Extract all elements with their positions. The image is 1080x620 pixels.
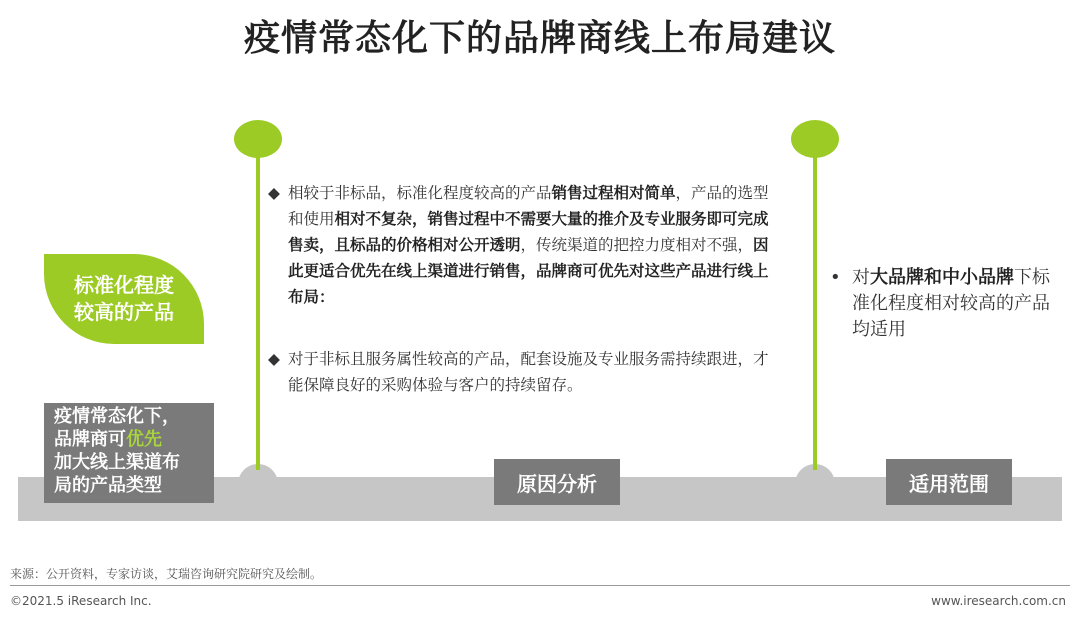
diamond-icon: ◆ — [268, 350, 280, 368]
reason-1-bold-c: 因此更适合优先在线上渠道进行销售，品牌商可优先对这些产品进行线上布局： — [288, 236, 769, 306]
scope-pre: 对 — [852, 267, 870, 288]
leaf-label — [44, 254, 204, 344]
reason-1-text-a: 相较于非标品，标准化程度较高的产品 — [288, 184, 552, 202]
reason-2-text: 对于非标且服务属性较高的产品，配套设施及专业服务需持续跟进，才能保障良好的采购体验与客户的持续留存。 — [288, 350, 769, 394]
tag-reasons: 原因分析 — [494, 459, 620, 505]
reason-1-bold-b: 相对不复杂，销售过程中不需要大量的推介及专业服务即可完成售卖，且标品的价格相对公开透明 — [288, 210, 769, 254]
callout-box — [44, 403, 214, 503]
bulb-right — [791, 120, 839, 158]
page-title: 疫情常态化下的品牌商线上布局建议 — [243, 18, 836, 59]
reason-item-2 — [268, 346, 778, 398]
footer-url: www.iresearch.com.cn — [931, 594, 1066, 608]
reason-1-text-c: ，传统渠道的把控力度相对不强， — [520, 236, 754, 254]
source-note: 来源：公开资料，专家访谈，艾瑞咨询研究院研究及绘制。 — [10, 567, 323, 581]
footer-divider — [10, 585, 1070, 586]
callout-line4: 局的产品类型 — [54, 475, 162, 496]
callout-highlight: 优先 — [126, 429, 162, 450]
bullet-dot-icon: • — [830, 267, 841, 288]
scope-content — [830, 265, 1050, 343]
diamond-icon: ◆ — [268, 184, 280, 202]
copyright: ©2021.5 iResearch Inc. — [10, 594, 152, 608]
reason-item-1 — [268, 180, 778, 310]
callout-line2 — [54, 428, 214, 451]
callout-line3: 加大线上渠道布 — [54, 452, 180, 473]
scope-bold: 大品牌和中小品牌 — [870, 267, 1014, 288]
callout-line1: 疫情常态化下， — [54, 406, 180, 427]
bulb-left — [234, 120, 282, 158]
stem-right — [813, 150, 817, 470]
reason-1-text-b: ，产品的选型和使用 — [288, 184, 769, 228]
leaf-label-line1: 标准化程度 — [74, 273, 174, 297]
tag-scope: 适用范围 — [886, 459, 1012, 505]
reasons-list — [268, 180, 778, 434]
stem-left — [256, 150, 260, 470]
scope-text — [830, 265, 1050, 343]
reason-1-bold-a: 销售过程相对简单 — [551, 184, 676, 202]
scope-post: 下标准化程度相对较高的产品均适用 — [852, 267, 1050, 340]
callout-line2-text: 品牌商可 — [54, 429, 126, 450]
leaf-label-line2: 较高的产品 — [74, 300, 174, 324]
